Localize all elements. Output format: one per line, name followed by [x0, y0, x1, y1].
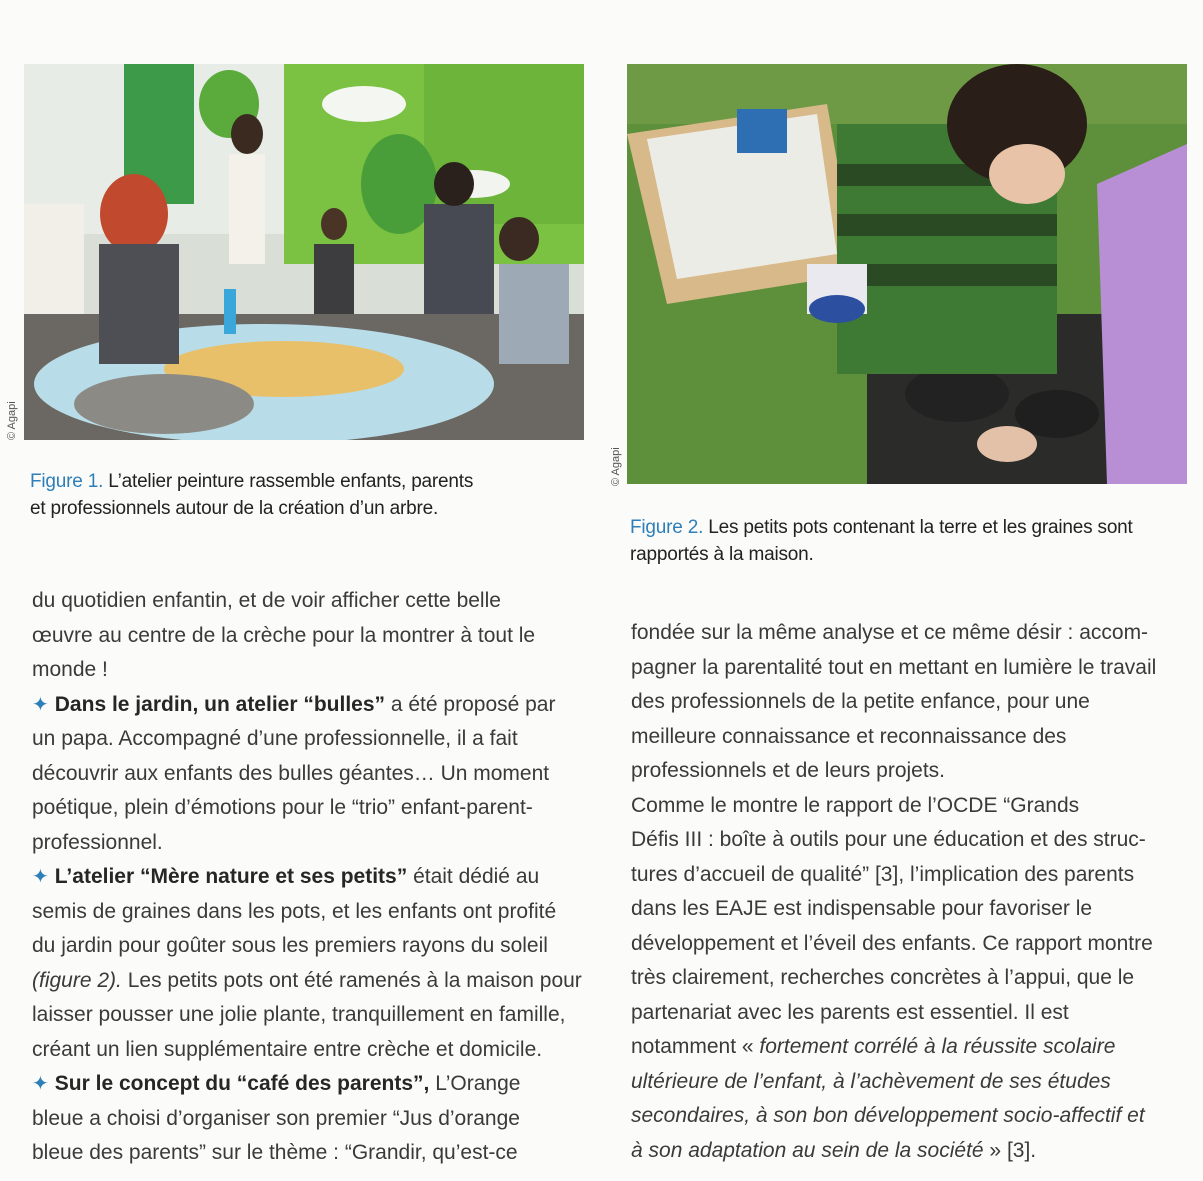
bullet-star-icon: ✦ [32, 866, 49, 888]
bullet-star-icon: ✦ [32, 1073, 49, 1095]
figure-2-credit: © Agapi [610, 447, 622, 486]
text-line: un papa. Accompagné d’une professionnelle, il a fait [32, 727, 518, 750]
figure-1-credit: © Agapi [6, 401, 18, 440]
text-line: semis de graines dans les pots, et les enfants ont profité [32, 899, 557, 923]
figure-1-caption-line-2: et professionnels autour de la création d’un arbre. [30, 498, 439, 519]
text-line: créant un lien supplémentaire entre crèche et domicile. [32, 1037, 543, 1061]
left-column-text [32, 584, 588, 1171]
figure-1-photo [24, 64, 584, 440]
bold-lead: Sur le concept du “café des parents”, [54, 1072, 430, 1095]
text-line: développement et l’éveil des enfants. Ce rapport montre [631, 931, 1153, 955]
quote-text: fortement corrélé à la réussite scolaire [759, 1035, 1116, 1058]
paragraph-atelier-bulles [32, 688, 588, 861]
figure-2-caption-line-2: rapportés à la maison. [630, 544, 814, 565]
text-line: du quotidien enfantin, et de voir afficher cette belle [32, 589, 501, 612]
text-line: notamment « [631, 1035, 760, 1058]
text-line: tures d’accueil de qualité” [3], l’implication des parents [631, 862, 1135, 886]
text-line: dans les EAJE est indispensable pour favoriser le [631, 897, 1093, 920]
figure-1-caption [30, 468, 590, 522]
paragraph-ocde [631, 789, 1193, 1169]
bullet-star-icon: ✦ [32, 693, 49, 716]
paragraph-quotidien [32, 584, 588, 688]
text-line: du jardin pour goûter sous les premiers rayons du soleil [32, 934, 548, 957]
bold-lead: Dans le jardin, un atelier “bulles” [54, 692, 386, 716]
figure-reference: (figure 2). [32, 968, 122, 992]
text-line: œuvre au centre de la crèche pour la montrer à tout le [32, 623, 536, 647]
figure-1-caption-line-1: L’atelier peinture rassemble enfants, parents [108, 471, 474, 492]
text-line: professionnel. [32, 830, 163, 854]
text-line: bleue des parents” sur le thème : “Grandir, qu’est-ce [32, 1141, 518, 1164]
text-line: L’Orange [429, 1072, 521, 1095]
text-line: très clairement, recherches concrètes à l’appui, que le [631, 966, 1135, 989]
figure-2-caption [630, 514, 1195, 568]
right-column-text [631, 616, 1193, 1168]
paragraph-cafe-des-parents [32, 1067, 588, 1171]
text-line: Défis III : boîte à outils pour une éducation et des struc- [631, 828, 1146, 851]
text-line: partenariat avec les parents est essentiel. Il est [631, 1000, 1069, 1024]
figure-2-caption-line-1: Les petits pots contenant la terre et les graines sont [708, 517, 1133, 538]
quote-text: ultérieure de l’enfant, à l’achèvement de ses études [631, 1069, 1111, 1093]
text-line: meilleure connaissance et reconnaissance des [631, 724, 1067, 748]
text-line: professionnels et de leurs projets. [631, 759, 946, 782]
quote-text: à son adaptation au sein de la société [631, 1138, 984, 1162]
text-line: Les petits pots ont été ramenés à la maison pour [121, 968, 582, 992]
text-line: fondée sur la même analyse et ce même désir : accom- [631, 621, 1149, 644]
text-line: découvrir aux enfants des bulles géantes… Un moment [32, 761, 550, 785]
text-line: était dédié au [407, 865, 540, 888]
citation-reference: » [3]. [983, 1138, 1037, 1162]
quote-text: secondaires, à son bon développement socio-affectif et [631, 1104, 1145, 1127]
text-line: bleue a choisi d’organiser son premier “Jus d’orange [32, 1106, 520, 1130]
text-line: a été proposé par [385, 692, 556, 716]
paragraph-fondee [631, 616, 1193, 789]
text-line: des professionnels de la petite enfance, pour une [631, 690, 1090, 713]
bold-lead: L’atelier “Mère nature et ses petits” [54, 865, 408, 888]
text-line: Comme le montre le rapport de l’OCDE “Grands [631, 793, 1080, 817]
figure-1-label: Figure 1. [30, 471, 104, 492]
text-line: pagner la parentalité tout en mettant en lumière le travail [631, 655, 1157, 679]
text-line: monde ! [32, 658, 108, 681]
figure-2-photo [627, 64, 1187, 484]
figure-2-label: Figure 2. [630, 517, 704, 538]
text-line: laisser pousser une jolie plante, tranquillement en famille, [32, 1003, 566, 1026]
paragraph-mere-nature [32, 860, 588, 1067]
text-line: poétique, plein d’émotions pour le “trio” enfant-parent- [32, 796, 533, 819]
